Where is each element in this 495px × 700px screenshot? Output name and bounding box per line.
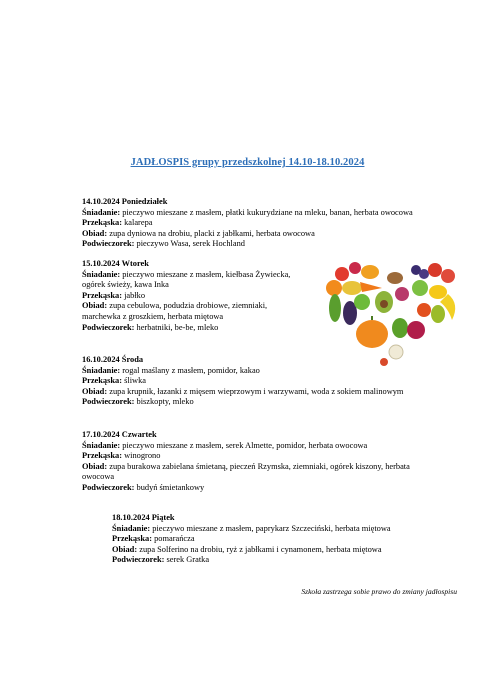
breakfast-label: Śniadanie: (112, 523, 151, 533)
potato-icon (387, 272, 403, 284)
pear-icon (431, 305, 445, 323)
lunch-text-continued: marchewka z groszkiem, herbata miętowa (82, 311, 224, 321)
lunch-label: Obiad: (82, 386, 108, 396)
day-friday (112, 513, 391, 566)
snack-text: winogrono (124, 451, 161, 461)
lemon-icon (429, 285, 447, 299)
apple-icon (428, 263, 442, 277)
snack-text: śliwka (124, 376, 146, 386)
breakfast-label: Śniadanie: (82, 269, 121, 279)
snack-text: jabłko (124, 290, 146, 300)
beetroot-icon (407, 321, 425, 339)
breakfast-label: Śniadanie: (82, 365, 121, 375)
lunch-text-continued: owocowa (82, 472, 115, 482)
lunch-label: Obiad: (82, 228, 108, 238)
corn-icon (342, 281, 362, 295)
tea-text: pieczywo Wasa, serek Hochland (136, 239, 245, 249)
plum-icon (395, 287, 409, 301)
strawberry-icon (441, 269, 455, 283)
day-monday (82, 197, 413, 250)
tea-label: Podwieczorek: (82, 397, 135, 407)
tea-label: Podwieczorek: (82, 322, 135, 332)
breakfast-text: pieczywo mieszane z masłem, serek Almette, pomidor, herbata owocowa (122, 440, 368, 450)
radish-icon (349, 262, 361, 274)
pepper-icon (361, 265, 379, 279)
tea-text: herbatniki, be-be, mleko (136, 322, 219, 332)
snack-label: Przekąska: (82, 451, 123, 461)
snack-label: Przekąska: (82, 218, 123, 228)
lunch-text: zupa krupnik, łazanki z mięsem wieprzowym i warzywami, woda z sokiem malinowym (109, 386, 404, 396)
tea-text: biszkopty, mleko (136, 397, 194, 407)
snack-label: Przekąska: (82, 376, 123, 386)
page-title: JADŁOSPIS grupy przedszkolnej 14.10-18.10.2024 (130, 157, 365, 168)
tea-label: Podwieczorek: (82, 482, 135, 492)
chili-icon (380, 358, 388, 366)
cucumber-icon (329, 294, 341, 322)
day-thursday (82, 430, 410, 494)
green-apple-icon (412, 280, 428, 296)
lunch-label: Obiad: (112, 544, 138, 554)
broccoli-icon (354, 294, 370, 310)
lunch-text: zupa Solferino na drobiu, ryż z jabłkami i cynamonem, herbata miętowa (139, 544, 382, 554)
lunch-label: Obiad: (82, 461, 108, 471)
breakfast-text: pieczywo mieszane z masłem, paprykarz Szczeciński, herbata miętowa (152, 523, 391, 533)
carrot-icon (360, 282, 382, 292)
day-header: 17.10.2024 Czwartek (82, 430, 157, 439)
tea-label: Podwieczorek: (82, 239, 135, 249)
tea-label: Podwieczorek: (112, 555, 165, 565)
breakfast-text: pieczywo mieszane z masłem, płatki kukurydziane na mleku, banan, herbata owocowa (122, 207, 413, 217)
breakfast-label: Śniadanie: (82, 207, 121, 217)
day-header: 16.10.2024 Środa (82, 355, 144, 364)
disclaimer-note: Szkoła zastrzega sobie prawo do zmiany jadłospisu (301, 587, 457, 596)
day-tuesday (82, 259, 290, 333)
breakfast-text-continued: ogórek świeży, kawa Inka (82, 280, 169, 290)
tea-text: serek Gratka (166, 555, 210, 565)
breakfast-text: pieczywo mieszane z masłem, kiełbasa Żywiecka, (122, 269, 291, 279)
tomato-icon (335, 267, 349, 281)
snack-label: Przekąska: (112, 534, 153, 544)
day-header: 18.10.2024 Piątek (112, 513, 175, 522)
breakfast-label: Śniadanie: (82, 440, 121, 450)
snack-text: pomarańcza (154, 534, 195, 544)
fruit-vegetable-heart-illustration (320, 258, 470, 378)
lunch-text: zupa dyniowa na drobiu, placki z jabłkami, herbata owocowa (109, 228, 315, 238)
lunch-text: zupa cebulowa, podudzia drobiowe, ziemniaki, (109, 301, 268, 311)
day-header: 15.10.2024 Wtorek (82, 259, 149, 268)
orange-icon (326, 280, 342, 296)
grapes-icon (419, 269, 429, 279)
snack-label: Przekąska: (82, 290, 123, 300)
day-header: 14.10.2024 Poniedziałek (82, 197, 168, 206)
lunch-text: zupa burakowa zabielana śmietaną, pieczeń Rzymska, ziemniaki, ogórek kiszony, herbata (109, 461, 410, 471)
pumpkin-icon (356, 320, 388, 348)
avocado-pit (380, 300, 388, 308)
garlic-icon (389, 345, 403, 359)
zucchini-icon (392, 318, 408, 338)
breakfast-text: rogal maślany z masłem, pomidor, kakao (122, 365, 260, 375)
peach-icon (417, 303, 431, 317)
tea-text: budyń śmietankowy (136, 482, 205, 492)
snack-text: kalarepa (124, 218, 153, 228)
lunch-label: Obiad: (82, 301, 108, 311)
